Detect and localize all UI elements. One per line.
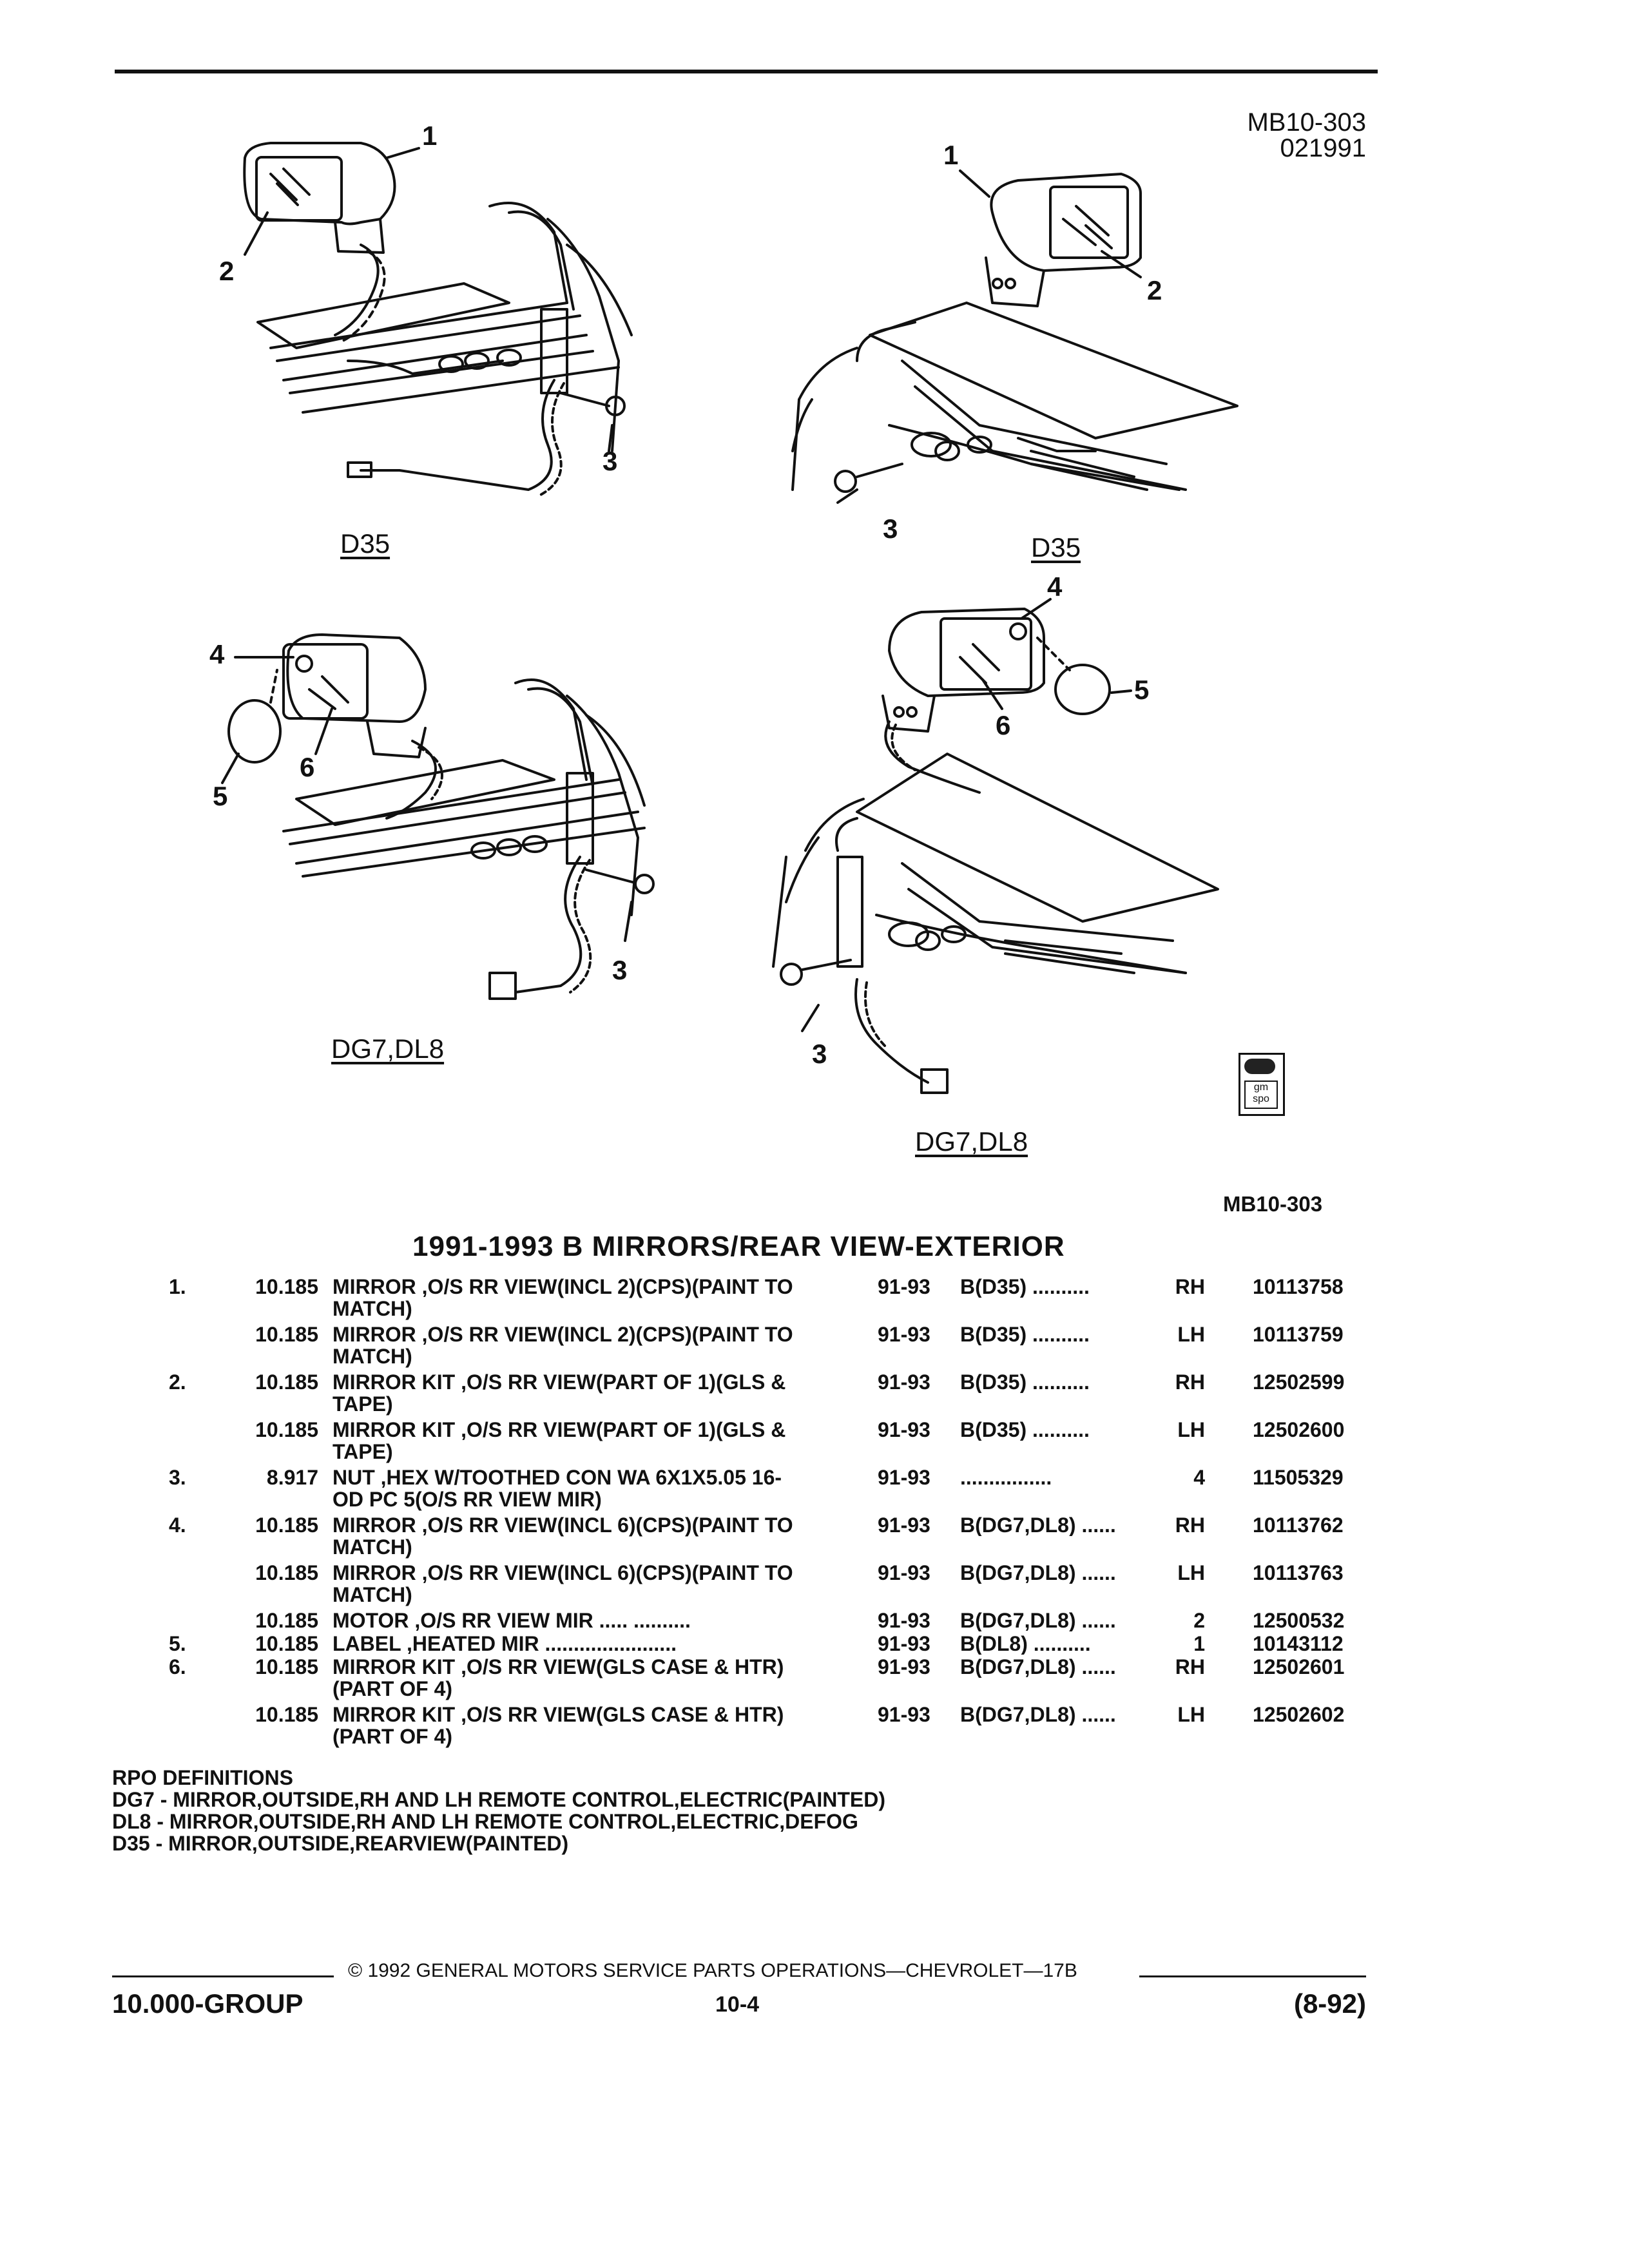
model-years: 91-93 <box>878 1703 930 1726</box>
callout-tl-1: 1 <box>422 120 438 151</box>
callout-bl-6: 6 <box>300 752 315 782</box>
quantity: LH <box>1177 1418 1205 1441</box>
part-description: MIRROR KIT ,O/S RR VIEW(GLS CASE & HTR) <box>333 1655 784 1678</box>
group-number: 10.185 <box>255 1561 318 1584</box>
part-number: 10113759 <box>1253 1323 1344 1346</box>
item-number: 3. <box>169 1466 186 1489</box>
model-usage: B(DG7,DL8) ...... <box>960 1562 1116 1584</box>
model-usage: B(DG7,DL8) ...... <box>960 1656 1116 1678</box>
caption-top-left: D35 <box>340 528 390 559</box>
part-number: 12502600 <box>1253 1418 1345 1441</box>
model-usage: B(D35) .......... <box>960 1276 1090 1298</box>
group-number: 10.185 <box>255 1275 318 1298</box>
quantity: RH <box>1175 1370 1205 1394</box>
model-years: 91-93 <box>878 1275 930 1298</box>
item-number: 6. <box>169 1655 186 1678</box>
gm-spo-logo <box>1239 1053 1285 1116</box>
footer-rule-right <box>1139 1975 1366 1977</box>
part-number: 10113763 <box>1253 1561 1344 1584</box>
part-number: 12502599 <box>1253 1370 1345 1394</box>
caption-bottom-right: DG7,DL8 <box>915 1126 1028 1157</box>
part-description: MIRROR ,O/S RR VIEW(INCL 2)(CPS)(PAINT TO <box>333 1275 793 1298</box>
callout-br-4: 4 <box>1047 572 1063 602</box>
gm-spo-logo-text: gm spo <box>1244 1081 1278 1109</box>
part-description: LABEL ,HEATED MIR ....................... <box>333 1632 677 1655</box>
model-years: 91-93 <box>878 1514 930 1537</box>
quantity: RH <box>1175 1514 1205 1537</box>
part-description: MIRROR KIT ,O/S RR VIEW(PART OF 1)(GLS & <box>333 1418 786 1441</box>
rpo-line: D35 - MIRROR,OUTSIDE,REARVIEW(PAINTED) <box>112 1832 569 1855</box>
model-years: 91-93 <box>878 1323 930 1346</box>
part-description: MIRROR ,O/S RR VIEW(INCL 2)(CPS)(PAINT TO <box>333 1323 793 1346</box>
caption-top-right: D35 <box>1031 532 1081 562</box>
part-description: MIRROR KIT ,O/S RR VIEW(GLS CASE & HTR) <box>333 1703 784 1726</box>
item-number: 2. <box>169 1370 186 1394</box>
item-number: 4. <box>169 1514 186 1537</box>
model-usage: B(DG7,DL8) ...... <box>960 1610 1116 1631</box>
callout-bl-3: 3 <box>612 955 628 985</box>
rpo-heading: RPO DEFINITIONS <box>112 1766 293 1789</box>
quantity: 2 <box>1193 1609 1205 1632</box>
part-number: 12502601 <box>1253 1655 1345 1678</box>
part-description: NUT ,HEX W/TOOTHED CON WA 6X1X5.05 16- <box>333 1466 782 1489</box>
callout-br-3: 3 <box>812 1039 827 1069</box>
part-description-continued: MATCH) <box>333 1345 412 1368</box>
item-number: 1. <box>169 1275 186 1298</box>
figure-ref-code: MB10-303 <box>1247 108 1366 137</box>
quantity: 1 <box>1193 1632 1205 1655</box>
model-years: 91-93 <box>878 1370 930 1394</box>
part-description-continued: TAPE) <box>333 1440 393 1463</box>
quantity: LH <box>1177 1323 1205 1346</box>
part-number: 12500532 <box>1253 1609 1345 1632</box>
part-number: 12502602 <box>1253 1703 1345 1726</box>
model-usage: ................ <box>960 1466 1052 1488</box>
model-usage: B(DG7,DL8) ...... <box>960 1704 1116 1725</box>
part-description: MIRROR KIT ,O/S RR VIEW(PART OF 1)(GLS & <box>333 1370 786 1394</box>
model-years: 91-93 <box>878 1418 930 1441</box>
model-years: 91-93 <box>878 1655 930 1678</box>
part-description-continued: (PART OF 4) <box>333 1677 453 1700</box>
rpo-line: DL8 - MIRROR,OUTSIDE,RH AND LH REMOTE CONTROL,ELECTRIC,DEFOG <box>112 1810 858 1833</box>
section-title: 1991-1993 B MIRRORS/REAR VIEW-EXTERIOR <box>412 1231 1065 1262</box>
callout-bl-4: 4 <box>209 639 225 669</box>
quantity: RH <box>1175 1655 1205 1678</box>
figure-ref-date: 021991 <box>1280 134 1366 162</box>
diagram-top-right <box>793 174 1237 503</box>
part-description: MIRROR ,O/S RR VIEW(INCL 6)(CPS)(PAINT TO <box>333 1561 793 1584</box>
quantity: RH <box>1175 1275 1205 1298</box>
part-description-continued: MATCH) <box>333 1583 412 1606</box>
footer-copyright: © 1992 GENERAL MOTORS SERVICE PARTS OPERATIONS—CHEVROLET—17B <box>348 1960 1077 1981</box>
group-number: 10.185 <box>255 1514 318 1537</box>
model-usage: B(D35) .......... <box>960 1323 1090 1345</box>
model-years: 91-93 <box>878 1609 930 1632</box>
group-number: 10.185 <box>255 1703 318 1726</box>
part-description-continued: MATCH) <box>333 1535 412 1559</box>
group-number: 10.185 <box>255 1418 318 1441</box>
footer-page-number: 10-4 <box>715 1992 760 2017</box>
group-number: 10.185 <box>255 1323 318 1346</box>
model-usage: B(DG7,DL8) ...... <box>960 1514 1116 1536</box>
diagram-bottom-right <box>773 609 1218 1093</box>
callout-tr-2: 2 <box>1147 275 1162 305</box>
footer-group: 10.000-GROUP <box>112 1988 304 2019</box>
section-ref-code: MB10-303 <box>1223 1192 1323 1216</box>
part-number: 10143112 <box>1253 1632 1344 1655</box>
group-number: 10.185 <box>255 1370 318 1394</box>
callout-tr-1: 1 <box>943 140 959 170</box>
group-number: 8.917 <box>266 1466 318 1489</box>
model-usage: B(DL8) .......... <box>960 1633 1091 1655</box>
diagram-bottom-left <box>229 635 653 999</box>
part-description: MOTOR ,O/S RR VIEW MIR ..... .......... <box>333 1609 691 1632</box>
part-number: 10113762 <box>1253 1514 1344 1537</box>
part-description: MIRROR ,O/S RR VIEW(INCL 6)(CPS)(PAINT TO <box>333 1514 793 1537</box>
callout-bl-5: 5 <box>213 781 228 811</box>
callout-tr-3: 3 <box>883 514 898 544</box>
rpo-definitions <box>112 1767 885 1854</box>
callout-tl-3: 3 <box>602 446 618 476</box>
model-years: 91-93 <box>878 1632 930 1655</box>
group-number: 10.185 <box>255 1632 318 1655</box>
callout-tl-2: 2 <box>219 256 235 286</box>
part-number: 11505329 <box>1253 1466 1344 1489</box>
part-description-continued: OD PC 5(O/S RR VIEW MIR) <box>333 1488 602 1511</box>
group-number: 10.185 <box>255 1609 318 1632</box>
diagram-top-left <box>244 143 631 496</box>
part-description-continued: TAPE) <box>333 1392 393 1416</box>
model-years: 91-93 <box>878 1466 930 1489</box>
group-number: 10.185 <box>255 1655 318 1678</box>
caption-bottom-left: DG7,DL8 <box>331 1033 445 1064</box>
model-usage: B(D35) .......... <box>960 1371 1090 1393</box>
quantity: 4 <box>1193 1466 1205 1489</box>
footer-date: (8-92) <box>1293 1988 1366 2019</box>
part-description-continued: MATCH) <box>333 1297 412 1320</box>
part-number: 10113758 <box>1253 1275 1344 1298</box>
item-number: 5. <box>169 1632 186 1655</box>
quantity: LH <box>1177 1561 1205 1584</box>
model-usage: B(D35) .......... <box>960 1419 1090 1441</box>
callout-br-5: 5 <box>1134 675 1150 705</box>
quantity: LH <box>1177 1703 1205 1726</box>
model-years: 91-93 <box>878 1561 930 1584</box>
footer-rule-left <box>112 1975 334 1977</box>
part-description-continued: (PART OF 4) <box>333 1725 453 1748</box>
rpo-line: DG7 - MIRROR,OUTSIDE,RH AND LH REMOTE CONTROL,ELECTRIC(PAINTED) <box>112 1788 885 1811</box>
callout-br-6: 6 <box>996 710 1011 740</box>
